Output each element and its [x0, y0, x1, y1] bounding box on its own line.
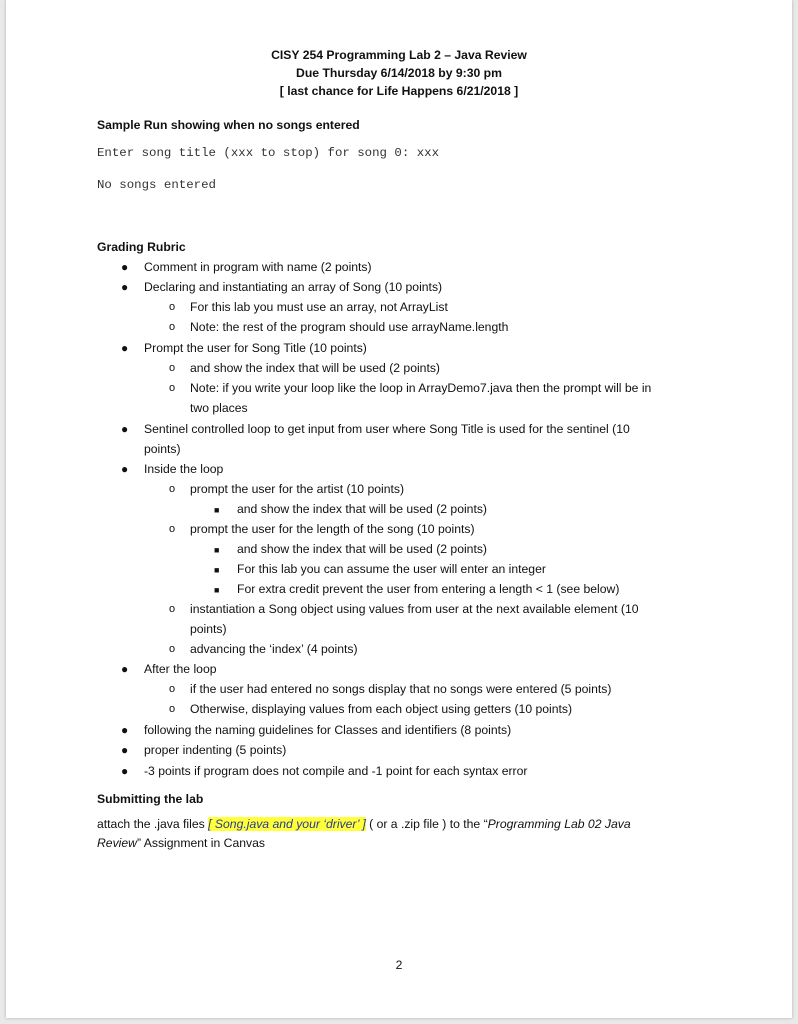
bullet-icon: ● [121, 723, 129, 737]
last-chance-date: [ last chance for Life Happens 6/21/2018 ] [279, 84, 519, 98]
rubric-subsubitem: ■ and show the index that will be used (2 points) [237, 539, 487, 559]
circle-bullet-icon: o [169, 301, 176, 313]
circle-bullet-icon: o [169, 603, 176, 615]
rubric-item: ● Prompt the user for Song Title (10 points) [144, 338, 367, 358]
bullet-icon: ● [121, 341, 129, 355]
rubric-item: ● Inside the loop [144, 459, 223, 479]
assignment-name-continued: Review [97, 836, 137, 850]
rubric-subitem: o if the user had entered no songs display that no songs were entered (5 points) [190, 679, 611, 699]
rubric-item: ● Sentinel controlled loop to get input from user where Song Title is used for the sentinel (10 [144, 419, 630, 439]
circle-bullet-icon: o [169, 321, 176, 333]
rubric-subsubitem: ■ and show the index that will be used (2 points) [237, 499, 487, 519]
rubric-subitem: o instantiation a Song object using values from user at the next available element (10 [190, 599, 639, 619]
bullet-icon: ● [121, 260, 129, 274]
rubric-subitem-continuation: points) [190, 622, 227, 636]
due-date: Due Thursday 6/14/2018 by 9:30 pm [296, 66, 502, 80]
document-header [0, 46, 798, 100]
rubric-subitem: o For this lab you must use an array, not ArrayList [190, 297, 448, 317]
rubric-item: ● Declaring and instantiating an array of Song (10 points) [144, 277, 442, 297]
circle-bullet-icon: o [169, 483, 176, 495]
rubric-subitem: o Otherwise, displaying values from each object using getters (10 points) [190, 699, 572, 719]
circle-bullet-icon: o [169, 703, 176, 715]
rubric-subitem-continuation: two places [190, 401, 248, 415]
rubric-subitem: o advancing the ‘index’ (4 points) [190, 639, 358, 659]
console-output-line: Enter song title (xxx to stop) for song 0: xxx [97, 146, 440, 160]
console-output-line: No songs entered [97, 178, 216, 192]
rubric-item: ● -3 points if program does not compile and -1 point for each syntax error [144, 761, 527, 781]
circle-bullet-icon: o [169, 523, 176, 535]
square-bullet-icon: ■ [214, 565, 220, 575]
bullet-icon: ● [121, 422, 129, 436]
square-bullet-icon: ■ [214, 545, 220, 555]
circle-bullet-icon: o [169, 683, 176, 695]
circle-bullet-icon: o [169, 382, 176, 394]
square-bullet-icon: ■ [214, 585, 220, 595]
square-bullet-icon: ■ [214, 505, 220, 515]
page-number: 2 [395, 958, 403, 972]
circle-bullet-icon: o [169, 362, 176, 374]
submission-instructions: attach the .java files [ Song.java and your ‘driver’ ] ( or a .zip file ) to the “Programming Lab 02 Java Review” Assignment in Canvas [97, 817, 631, 850]
sample-run-heading: Sample Run showing when no songs entered [97, 118, 360, 132]
rubric-subitem: o prompt the user for the artist (10 points) [190, 479, 404, 499]
rubric-subitem: o Note: the rest of the program should use arrayName.length [190, 317, 508, 337]
grading-rubric-heading: Grading Rubric [97, 240, 186, 254]
rubric-item-continuation: points) [144, 442, 181, 456]
bullet-icon: ● [121, 743, 129, 757]
rubric-subitem: o prompt the user for the length of the song (10 points) [190, 519, 475, 539]
circle-bullet-icon: o [169, 643, 176, 655]
bullet-icon: ● [121, 764, 129, 778]
rubric-item: ● Comment in program with name (2 points) [144, 257, 372, 277]
highlighted-files: [ Song.java and your ‘driver’ ] [208, 817, 366, 831]
course-title: CISY 254 Programming Lab 2 – Java Review [271, 48, 527, 62]
bullet-icon: ● [121, 280, 129, 294]
rubric-subsubitem: ■ For this lab you can assume the user will enter an integer [237, 559, 546, 579]
rubric-item: ● After the loop [144, 659, 217, 679]
rubric-item: ● proper indenting (5 points) [144, 740, 286, 760]
rubric-item: ● following the naming guidelines for Classes and identifiers (8 points) [144, 720, 511, 740]
rubric-subsubitem: ■ For extra credit prevent the user from entering a length < 1 (see below) [237, 579, 619, 599]
assignment-name: Programming Lab 02 Java [487, 817, 631, 831]
bullet-icon: ● [121, 462, 129, 476]
rubric-subitem: o and show the index that will be used (2 points) [190, 358, 440, 378]
rubric-subitem: o Note: if you write your loop like the loop in ArrayDemo7.java then the prompt will be in [190, 378, 651, 398]
bullet-icon: ● [121, 662, 129, 676]
submitting-heading: Submitting the lab [97, 792, 204, 806]
